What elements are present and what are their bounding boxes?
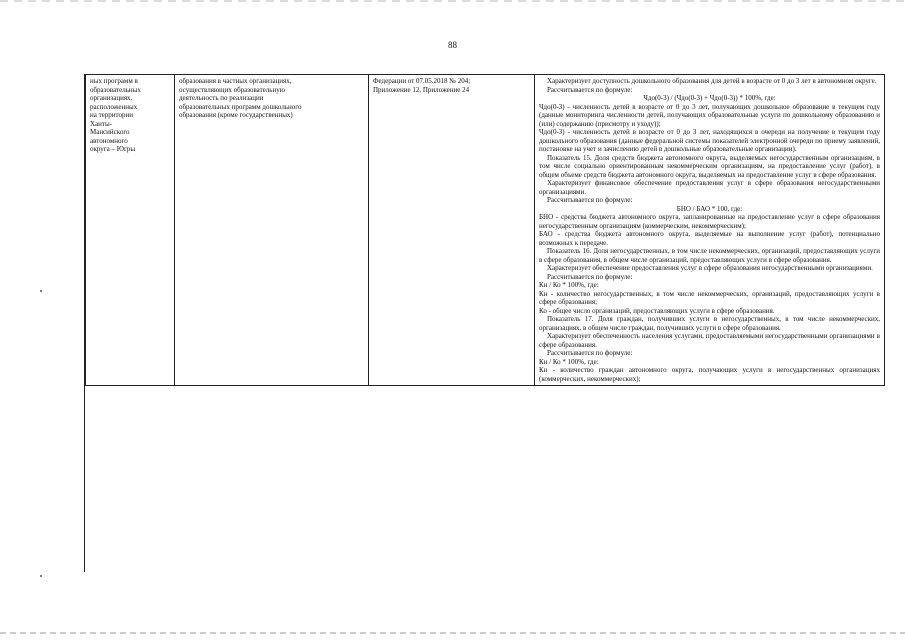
program-cell [86, 75, 175, 386]
scan-speck [40, 575, 42, 577]
description-paragraph: БНО / БАО * 100, где: [676, 204, 743, 213]
description-paragraph: Характеризует обеспеченность населения услугами, предоставляемыми негосударственными организациями в сфере образования. [539, 332, 880, 349]
description-paragraph: Показатель 17. Доля граждан, получивших услуги в негосударственных, в том числе некоммерческих, организациях, в общем числе граждан, получивших услуги в сфере образования. [539, 315, 880, 332]
description-paragraph: БАО - средства бюджета автономного округа, выделяемые на выполнение услуг (работ), потенциально возможных к передаче. [539, 230, 880, 247]
description-paragraph: Ко - общее число организаций, предоставляющих услуги в сфере образования. [539, 306, 775, 315]
description-paragraph: Чдо(0-3) - численность детей в возрасте от 0 до 3 лет, находящихся в очереди на получение в текущем году дошкольного образования (данные федеральной системы показателей электронной очереди по приему заявлений, постановке на учет и зачислению детей в дошкольные образовательные организации). [539, 128, 880, 153]
description-paragraph: Рассчитывается по формуле: [547, 196, 633, 204]
activity-line: деятельность по реализации [179, 94, 264, 102]
program-line: Мансийского [90, 128, 130, 136]
activity-line: образовательных программ дошкольного [179, 102, 302, 111]
description-paragraph: Кн / Ко * 100%, где: [539, 357, 599, 366]
document-table [85, 74, 885, 386]
scan-speck [40, 290, 42, 292]
description-paragraph: Кн - количество негосударственных, в том числе некоммерческих, организаций, предоставляющих услуги в сфере образования; [539, 289, 880, 306]
description-cell [535, 75, 885, 386]
program-line: образовательных [90, 85, 141, 94]
program-line: организациях, [90, 94, 133, 102]
description-paragraph: Рассчитывается по формуле: [547, 85, 633, 94]
legal-basis-line: Приложение 12, Приложение 24 [373, 85, 470, 94]
program-line: расположенных [90, 102, 138, 111]
legal-basis-cell [369, 75, 535, 386]
scan-edge-top [0, 0, 905, 2]
description-paragraph: БНО - средства бюджета автономного округа, запланированные на предоставление услуг в сфере образования негосударственным организациям (коммерческим, некоммерческим); [539, 213, 880, 230]
description-paragraph: Характеризует финансовое обеспечение предоставления услуг в сфере образования негосударственными организациями. [539, 179, 880, 196]
activity-line: образования в частных организациях, [179, 77, 292, 85]
activity-line: образования (кроме государственных) [179, 111, 293, 119]
description-paragraph: Характеризует обеспечение предоставления услуг в сфере образования негосударственными организациями. [547, 264, 873, 272]
description-paragraph: Показатель 16. Доля негосударственных, в том числе некоммерческих, организаций, предоставляющих услуги в сфере образования, в общем числе организаций, предоставляющих услуги в сфере образования. [539, 247, 880, 264]
table-row [86, 75, 885, 386]
activity-cell [175, 75, 369, 386]
scan-edge-bottom [0, 632, 905, 634]
program-line: Ханты- [90, 119, 113, 128]
description-paragraph: Показатель 15. Доля средств бюджета автономного округа, выделяемых негосударственным организациям, в том числе социально ориентированным некоммерческим организациям, на предоставление услуг (работ), в общем объеме средств бюджета автономного округа, выделяемых на предоставление услуг в сфере образования. [539, 153, 880, 179]
legal-basis-line: Федерации от 07.05.2018 № 204; [373, 77, 471, 85]
program-line: округа – Югры [90, 145, 136, 153]
description-paragraph: Кн - количество граждан автономного округа, получающих услуги в негосударственных организациях (коммерческих, некоммерческих); [539, 366, 880, 383]
description-paragraph: Кн / Ко * 100%, где: [539, 281, 599, 289]
program-line: на территории [90, 111, 133, 119]
page-number: 88 [448, 40, 457, 50]
description-paragraph: Рассчитывается по формуле: [547, 349, 633, 357]
program-line: ных программ в [90, 77, 138, 85]
activity-line: осуществляющих образовательную [179, 85, 285, 94]
description-paragraph: Чдо(0-3) / (Чдо(0-3) + Чдо(0-3)) * 100%, где: [643, 94, 776, 102]
description-paragraph: Рассчитывается по формуле: [547, 272, 633, 281]
program-line: автономного [90, 136, 128, 145]
description-paragraph: Характеризует доступность дошкольного образования для детей в возрасте от 0 до 3 лет в автономном округе. [547, 77, 877, 85]
description-paragraph: Чдо(0-3) - численность детей в возрасте от 0 до 3 лет, получающих дошкольное образование в текущем году (данные мониторинга численности детей, получающих образовательные услуги по дошкольному образованию и (или) содержанию (присмотру и уходу)); [539, 102, 880, 128]
